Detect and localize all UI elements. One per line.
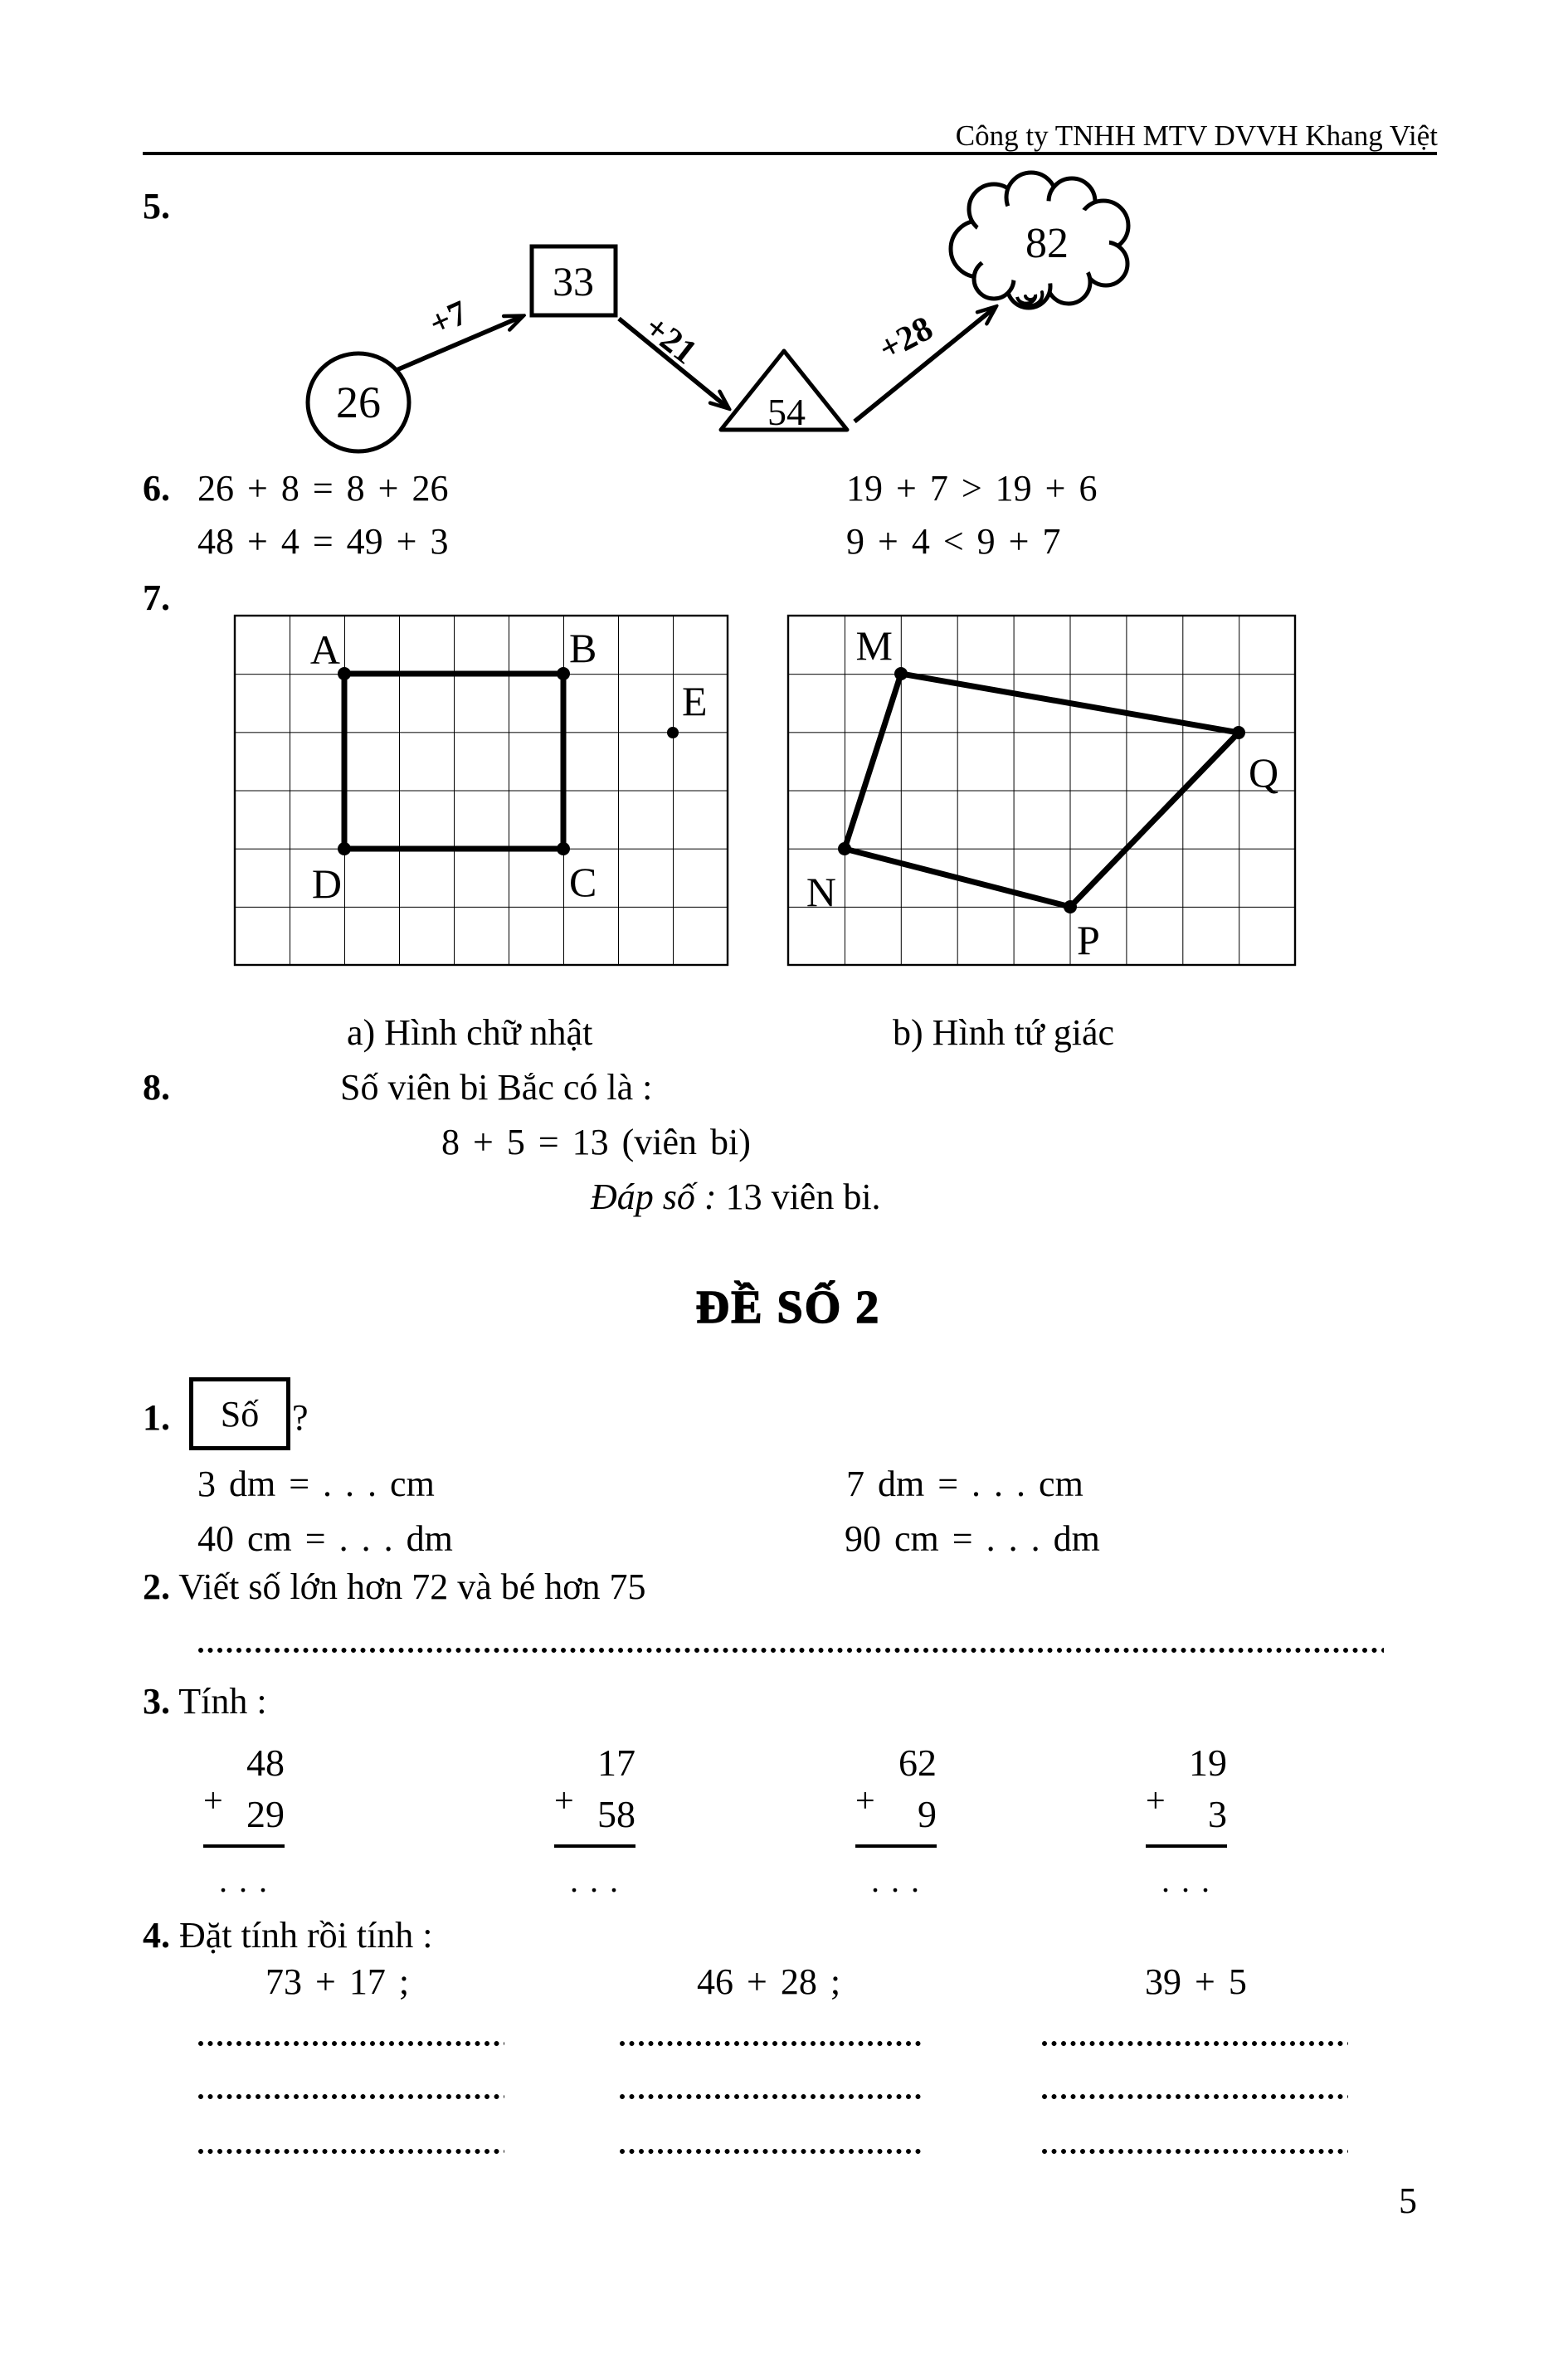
grid-left [235, 616, 728, 965]
sum-placeholder: . . . [871, 1862, 921, 1899]
problem3-label: Tính : [178, 1681, 267, 1722]
addend-top: 17 [597, 1742, 635, 1784]
point-label-Q: Q [1249, 749, 1279, 796]
addend-top: 62 [898, 1742, 937, 1784]
conversion-2-right: 90 cm = . . . dm [845, 1518, 1100, 1559]
problem6-eq-1-left: 26 + 8 = 8 + 26 [197, 468, 449, 509]
problem6-eq-2-left: 48 + 4 = 49 + 3 [197, 521, 449, 562]
work-dotted-line [197, 2039, 504, 2048]
addend-bottom: 58 [597, 1793, 635, 1835]
work-dotted-line [619, 2092, 923, 2101]
addition-column-4 [1146, 1737, 1227, 1900]
problem3-number: 3. [143, 1681, 170, 1722]
triangle-node-value: 54 [767, 391, 806, 433]
problem1-number: 1. [143, 1397, 170, 1438]
so-box-label: Số [220, 1393, 260, 1435]
header-rule [143, 152, 1437, 155]
problem8-calculation: 8 + 5 = 13 (viên bi) [441, 1122, 751, 1162]
arrow1-label: +7 [423, 293, 474, 344]
work-dotted-line [1041, 2092, 1348, 2101]
expression-2: 46 + 28 ; [697, 1961, 841, 2002]
section-title: ĐỀ SỐ 2 [695, 1282, 881, 1333]
problem8-number: 8. [143, 1067, 170, 1108]
page-number: 5 [1399, 2180, 1417, 2221]
addend-top: 48 [246, 1742, 285, 1784]
problem6-number: 6. [143, 468, 170, 509]
problem6-eq-1-right: 19 + 7 > 19 + 6 [846, 468, 1098, 509]
point-label-N: N [806, 869, 836, 915]
problem6-eq-2-right: 9 + 4 < 9 + 7 [846, 521, 1061, 562]
plus-sign: + [1146, 1782, 1166, 1820]
rectangle-grid-figure [231, 611, 733, 970]
problem1-question-mark: ? [292, 1397, 309, 1438]
addition-column-2 [554, 1737, 635, 1900]
caption-b: b) Hình tứ giác [893, 1012, 1115, 1053]
addend-bottom: 3 [1208, 1793, 1227, 1835]
problem3-line [143, 1681, 267, 1723]
problem4-number: 4. [143, 1915, 170, 1956]
expression-1: 73 + 17 ; [265, 1961, 410, 2002]
problem5-number: 5. [143, 186, 170, 227]
point-label-D: D [311, 860, 342, 907]
point-label-B: B [569, 625, 597, 671]
work-dotted-line [197, 2092, 504, 2101]
arrow3-label: +28 [872, 309, 939, 369]
sum-placeholder: . . . [1161, 1862, 1211, 1899]
conversion-1-left: 3 dm = . . . cm [197, 1464, 435, 1504]
sum-placeholder: . . . [570, 1862, 620, 1899]
answer-value: 13 viên bi. [716, 1176, 881, 1217]
point-label-E: E [682, 678, 708, 724]
arrow2-label: +21 [636, 308, 704, 373]
addend-bottom: 29 [246, 1793, 285, 1835]
problem4-label: Đặt tính rồi tính : [179, 1915, 433, 1956]
addend-bottom: 9 [918, 1793, 937, 1835]
problem2-number: 2. [143, 1566, 170, 1607]
sum-placeholder: . . . [219, 1862, 269, 1899]
plus-sign: + [203, 1782, 223, 1820]
problem2-line [143, 1566, 646, 1609]
problem5-diagram [124, 162, 1203, 490]
problem4-line [143, 1915, 433, 1957]
point-label-C: C [569, 859, 597, 905]
caption-a: a) Hình chữ nhật [347, 1012, 593, 1053]
addition-column-1 [203, 1737, 285, 1900]
header-company: Công ty TNHH MTV DVVH Khang Việt [955, 119, 1438, 152]
start-circle-value: 26 [336, 378, 381, 427]
expression-3: 39 + 5 [1145, 1961, 1247, 2002]
work-dotted-line [197, 2147, 504, 2156]
problem8-statement: Số viên bi Bắc có là : [340, 1067, 653, 1108]
cloud-node [951, 173, 1128, 308]
conversion-1-right: 7 dm = . . . cm [846, 1464, 1083, 1504]
quadrilateral-grid-figure [784, 611, 1300, 970]
point-label-A: A [309, 626, 340, 673]
square-node-value: 33 [553, 258, 594, 304]
problem2-text: Viết số lớn hơn 72 và bé hơn 75 [178, 1566, 646, 1607]
answer-dotted-line [197, 1646, 1384, 1654]
point-label-P: P [1077, 917, 1100, 963]
plus-sign: + [855, 1782, 875, 1820]
work-dotted-line [1041, 2039, 1348, 2048]
addition-column-3 [855, 1737, 937, 1900]
plus-sign: + [554, 1782, 574, 1820]
conversion-2-left: 40 cm = . . . dm [197, 1518, 453, 1559]
work-dotted-line [619, 2147, 923, 2156]
cloud-node-value: 82 [1025, 220, 1069, 267]
work-dotted-line [619, 2039, 923, 2048]
work-dotted-line [1041, 2147, 1348, 2156]
point-label-M: M [855, 622, 893, 669]
answer-label: Đáp số : [591, 1176, 717, 1217]
addend-top: 19 [1189, 1742, 1227, 1784]
problem8-answer [591, 1176, 881, 1219]
so-box [189, 1377, 290, 1450]
problem7-number: 7. [143, 577, 170, 618]
